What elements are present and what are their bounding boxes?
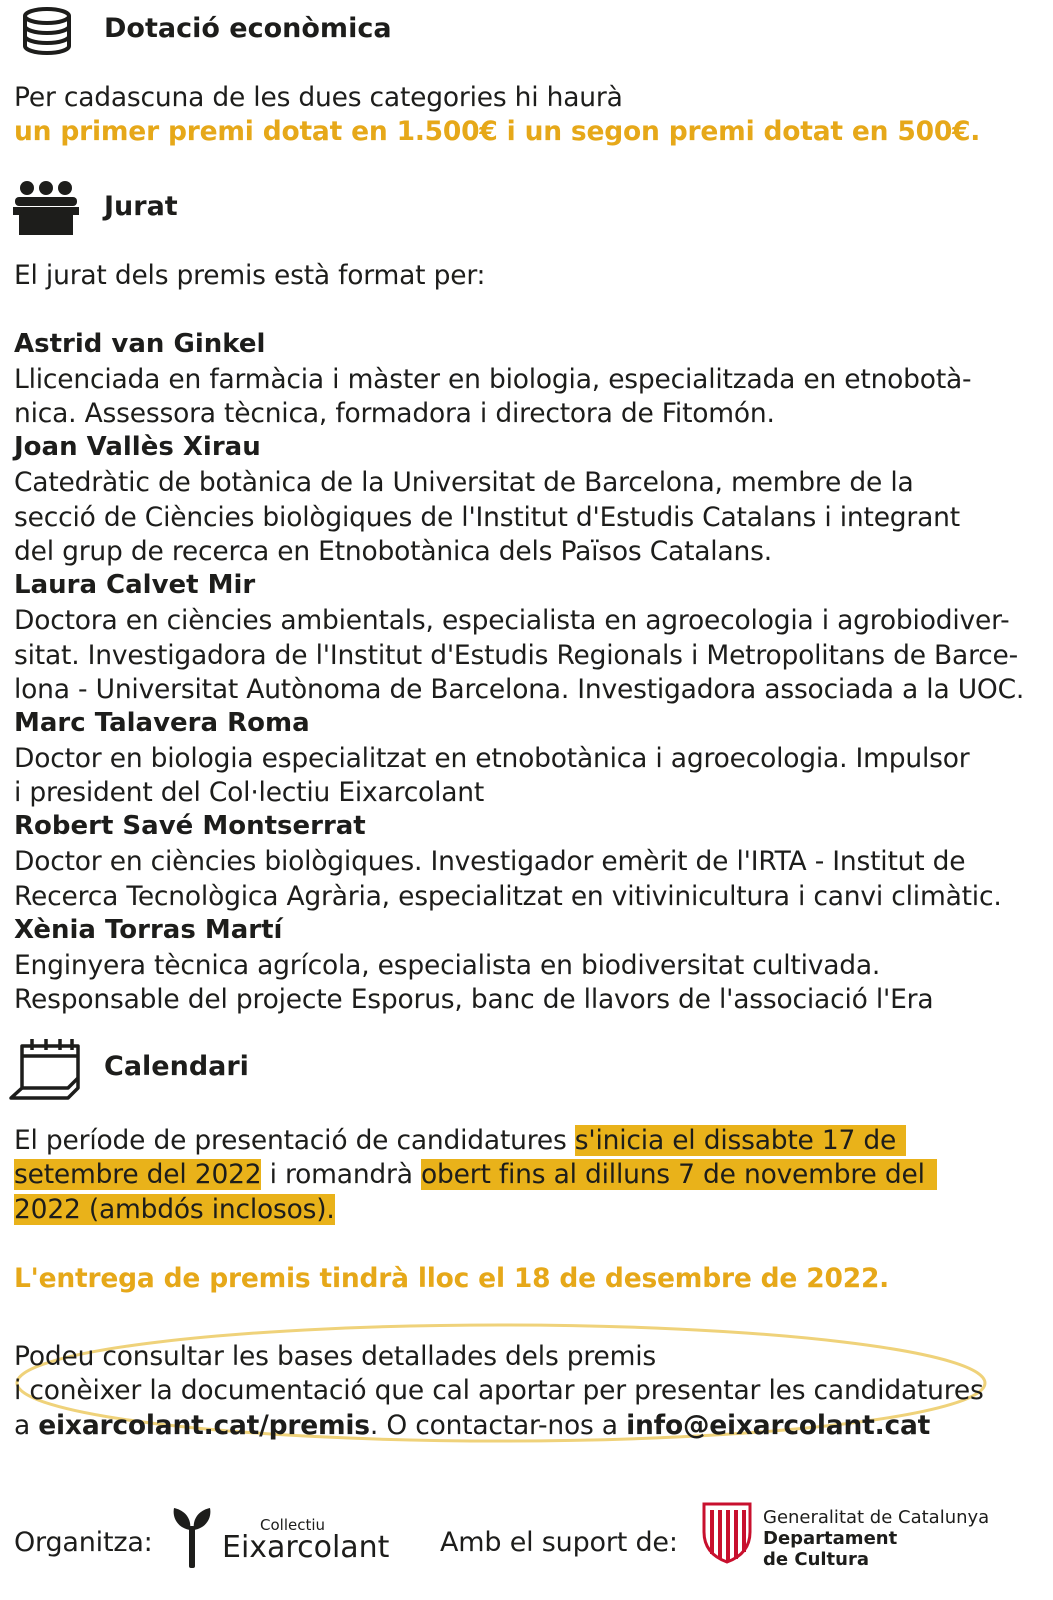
section-title-dotacio: Dotació econòmica [104, 13, 392, 44]
jury-member-name: Joan Vallès Xirau [14, 432, 261, 462]
jury-member-bio: Doctora en ciències ambientals, especialista en agroecologia i agrobiodiver- [14, 605, 1010, 636]
consult-text: . O contactar-nos a [369, 1410, 627, 1441]
calendar-line-1 [14, 1123, 906, 1158]
jury-member-bio: del grup de recerca en Etnobotànica dels Països Catalans. [14, 536, 772, 567]
coins-icon [20, 6, 74, 56]
jury-member-name: Xènia Torras Martí [14, 915, 283, 945]
jury-member-name: Astrid van Ginkel [14, 329, 266, 359]
department-line-1: Departament [763, 1528, 898, 1549]
jury-member-name: Laura Calvet Mir [14, 570, 256, 600]
jurat-intro: El jurat dels premis està format per: [14, 260, 486, 291]
premis-link[interactable]: eixarcolant.cat/premis [38, 1410, 370, 1441]
generalitat-logo-icon [700, 1502, 754, 1564]
calendar-highlight: s'inicia el dissabte 17 de [575, 1125, 906, 1156]
calendar-line-3 [14, 1192, 335, 1227]
jury-member-bio: Doctor en biologia especialitzat en etnobotànica i agroecologia. Impulsor [14, 743, 970, 774]
dotacio-prizes: un primer premi dotat en 1.500€ i un segon premi dotat en 500€. [14, 116, 981, 147]
logo-small-text: Collectiu [260, 1516, 326, 1534]
dotacio-line-1: Per cadascuna de les dues categories hi haurà [14, 82, 623, 113]
department-line-2: de Cultura [763, 1549, 869, 1570]
calendar-text: i romandrà [261, 1159, 422, 1190]
section-title-jurat: Jurat [104, 191, 178, 222]
jury-member-name: Marc Talavera Roma [14, 708, 310, 738]
calendar-line-2 [14, 1157, 937, 1192]
consult-line-3 [14, 1408, 930, 1443]
award-date: L'entrega de premis tindrà lloc el 18 de desembre de 2022. [14, 1263, 890, 1294]
calendar-highlight: setembre del 2022 [14, 1159, 262, 1190]
jury-member-bio: secció de Ciències biològiques de l'Institut d'Estudis Catalans i integrant [14, 502, 960, 533]
calendar-text: El període de presentació de candidatures [14, 1125, 575, 1156]
organitza-label: Organitza: [14, 1527, 153, 1558]
calendar-icon [8, 1036, 84, 1102]
consult-line-1: Podeu consultar les bases detallades dels premis [14, 1341, 656, 1372]
jury-member-bio: i president del Col·lectiu Eixarcolant [14, 777, 485, 808]
calendar-highlight: obert fins al dilluns 7 de novembre del [421, 1159, 937, 1190]
sprout-icon [170, 1506, 214, 1568]
jury-member-name: Robert Savé Montserrat [14, 811, 366, 841]
jury-member-bio: Catedràtic de botànica de la Universitat de Barcelona, membre de la [14, 467, 914, 498]
generalitat-name: Generalitat de Catalunya [763, 1507, 990, 1528]
calendar-highlight: 2022 (ambdós inclosos). [14, 1194, 335, 1225]
jury-member-bio: nica. Assessora tècnica, formadora i directora de Fitomón. [14, 398, 775, 429]
suport-label: Amb el suport de: [440, 1527, 678, 1558]
jury-member-bio: sitat. Investigadora de l'Institut d'Estudis Regionals i Metropolitans de Barce- [14, 640, 1019, 671]
jury-member-bio: Recerca Tecnològica Agrària, especialitzat en vitivinicultura i canvi climàtic. [14, 881, 1002, 912]
section-title-calendari: Calendari [104, 1051, 249, 1082]
jury-member-bio: Llicenciada en farmàcia i màster en biologia, especialitzada en etnobotà- [14, 364, 972, 395]
logo-eixarcolant: Eixarcolant [222, 1530, 390, 1565]
email-link[interactable]: info@eixarcolant.cat [626, 1410, 931, 1441]
jury-member-bio: Responsable del projecte Esporus, banc de llavors de l'associació l'Era [14, 984, 934, 1015]
consult-line-2: i conèixer la documentació que cal aportar per presentar les candidatures [14, 1375, 984, 1406]
jury-member-bio: Enginyera tècnica agrícola, especialista en biodiversitat cultivada. [14, 950, 881, 981]
jury-icon [13, 180, 79, 236]
jury-member-bio: Doctor en ciències biològiques. Investigador emèrit de l'IRTA - Institut de [14, 846, 966, 877]
jury-member-bio: lona - Universitat Autònoma de Barcelona. Investigadora associada a la UOC. [14, 674, 1025, 705]
consult-text: a [14, 1410, 39, 1441]
